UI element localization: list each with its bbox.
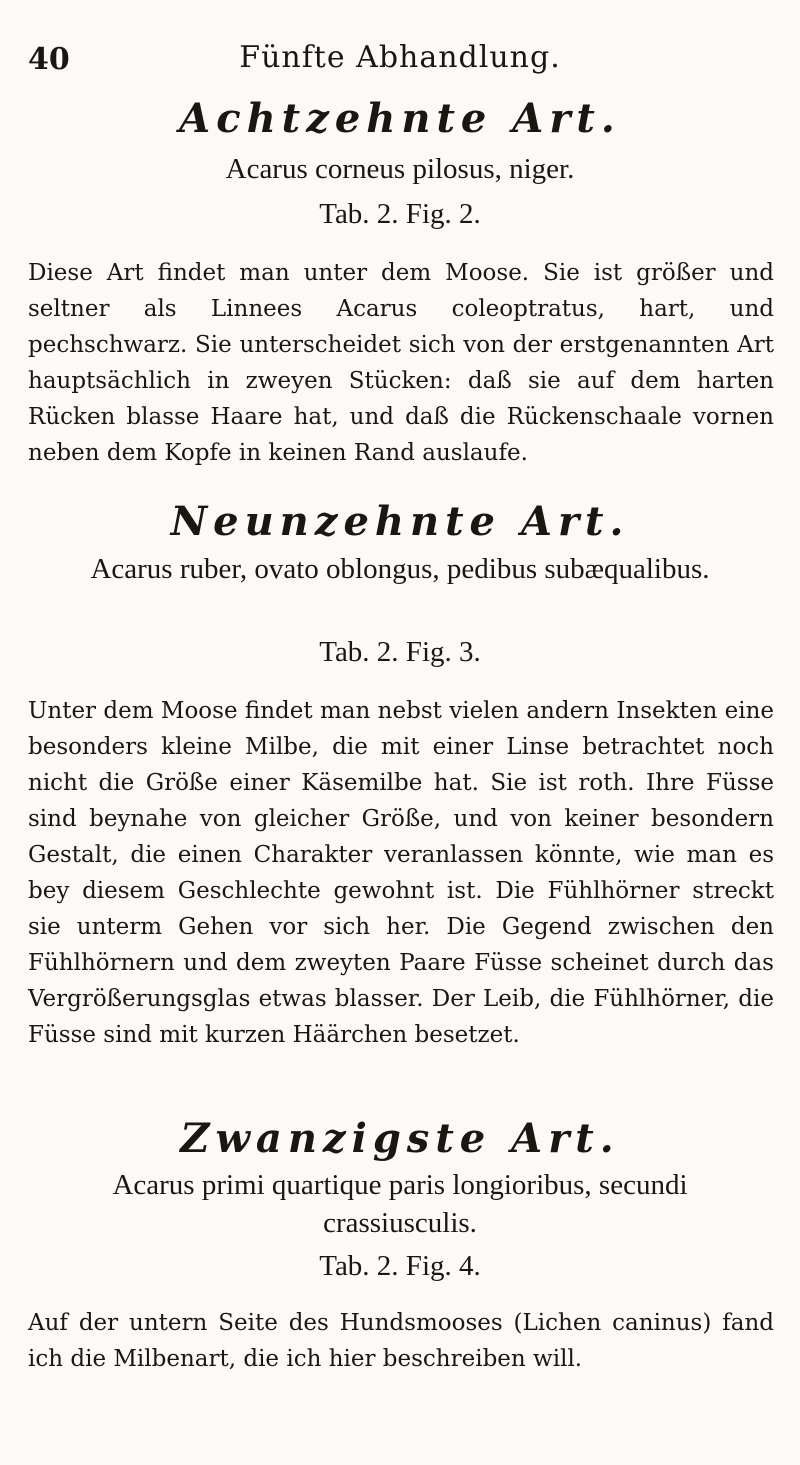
section-title: Achtzehnte Art. — [179, 95, 621, 142]
running-head — [28, 34, 772, 84]
section-title: Zwanzigste Art. — [180, 1115, 620, 1162]
section-paragraph: Diese Art findet man unter dem Moose. Sie ist größer und seltner als Linnees Acarus coleoptratus, hart, und pechschwarz. Sie unterscheidet sich von der erstgenannten Art hauptsächlich in zweyen Stücken: daß sie auf dem harten Rücken blasse Haare hat, und daß die Rückenschaale vornen neben dem Kopfe in keinen Rand auslaufe. — [28, 260, 774, 466]
section-title: Neunzehnte Art. — [170, 498, 630, 545]
running-title: Fünfte Abhandlung. — [239, 40, 561, 75]
latin-name: Acarus ruber, ovato oblongus, pedibus subæqualibus. — [90, 553, 710, 585]
latin-name: Acarus corneus pilosus, niger. — [225, 153, 575, 185]
section-paragraph: Unter dem Moose findet man nebst vielen andern Insekten eine besonders kleine Milbe, die mit einer Linse betrachtet noch nicht die Größe einer Käsemilbe hat. Sie ist roth. Ihre Füsse sind beynahe von gleicher Größe, und von keiner besondern Gestalt, die einen Charakter veranlassen könnte, wie man es bey diesem Geschlechte gewohnt ist. Die Fühlhörner streckt sie unterm Gehen vor sich her. Die Gegend zwischen den Fühlhörnern und dem zweyten Paare Füsse scheinet durch das Vergrößerungsglas etwas blasser. Der Leib, die Fühlhörner, die Füsse sind mit kurzen Häärchen besetzet. — [28, 698, 774, 1048]
section-paragraph: Auf der untern Seite des Hundsmooses (Lichen caninus) fand ich die Milbenart, die ich hier beschreiben will. — [28, 1310, 774, 1372]
latin-name: Acarus primi quartique paris longioribus, secundi crassiusculis. — [112, 1169, 688, 1239]
figure-reference: Tab. 2. Fig. 3. — [319, 636, 481, 668]
figure-reference: Tab. 2. Fig. 2. — [319, 198, 481, 230]
figure-reference: Tab. 2. Fig. 4. — [319, 1250, 481, 1282]
page-number: 40 — [28, 42, 70, 77]
